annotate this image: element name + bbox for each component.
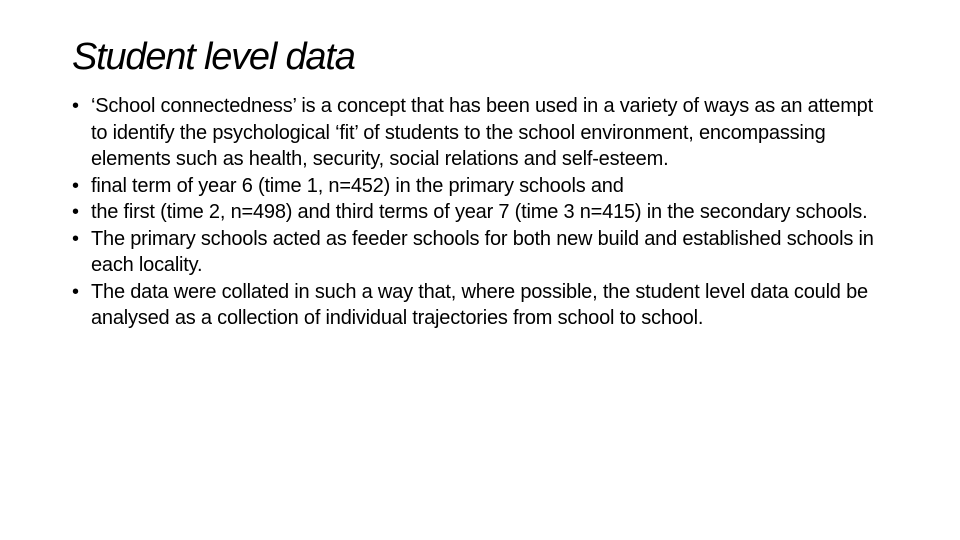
bullet-text: final term of year 6 (time 1, n=452) in the primary schools and — [91, 174, 624, 197]
slide-title: Student level data — [72, 36, 355, 78]
bullet-dot-icon: • — [72, 227, 79, 250]
bullet-dot-icon: • — [72, 95, 79, 117]
bullet-item — [72, 226, 892, 279]
bullet-text: The primary schools acted as feeder schools for both new build and established schools in each locality. — [91, 227, 874, 276]
bullet-item — [72, 199, 892, 226]
bullet-item — [72, 279, 892, 332]
bullet-dot-icon: • — [72, 201, 79, 223]
bullet-dot-icon: • — [72, 280, 79, 303]
bullet-dot-icon: • — [72, 174, 79, 197]
bullet-item — [72, 93, 892, 173]
bullet-text: The data were collated in such a way that, where possible, the student level data could be analysed as a collection of individual trajectories from school to school. — [91, 280, 868, 329]
bullet-text: ‘School connectedness’ is a concept that has been used in a variety of ways as an attempt to identify the psychological ‘fit’ of students to the school environment, encompassing elements such as health, security, social relations and self-esteem. — [91, 95, 873, 170]
bullet-list — [72, 93, 892, 332]
bullet-text: the first (time 2, n=498) and third terms of year 7 (time 3 n=415) in the secondary schools. — [91, 201, 868, 223]
bullet-item — [72, 173, 892, 200]
